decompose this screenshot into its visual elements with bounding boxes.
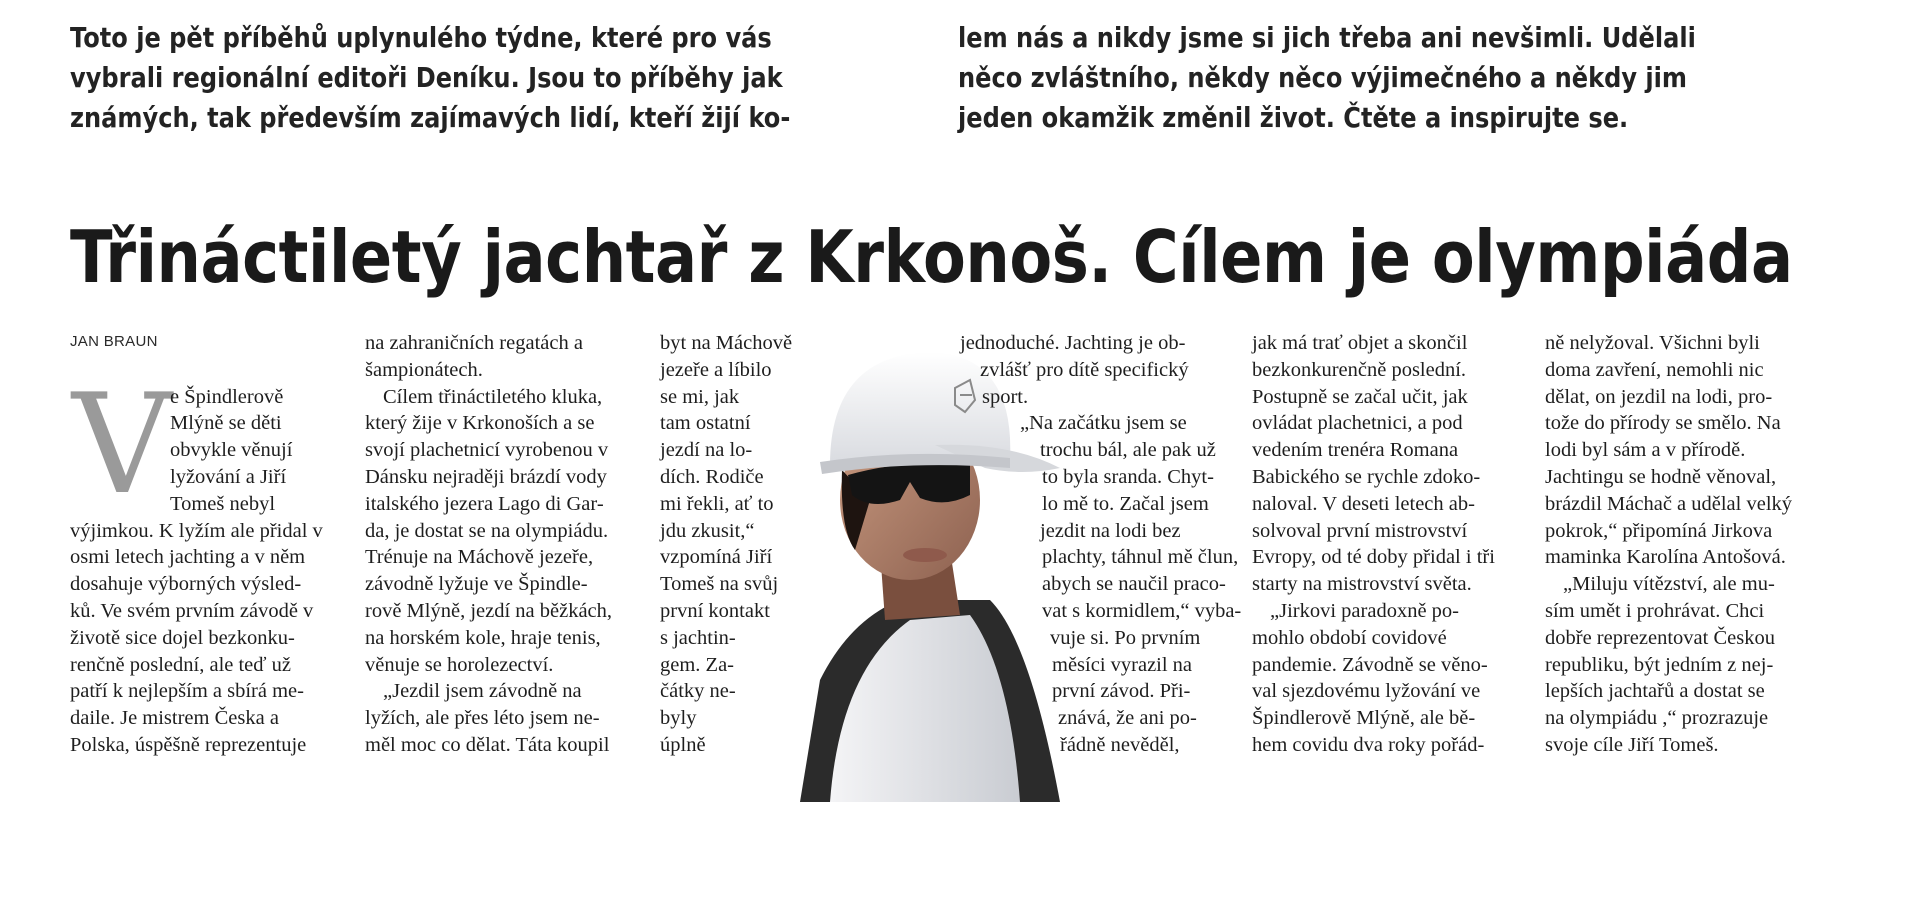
text-line: pokrok,“ připomíná Jirkova <box>1545 519 1773 542</box>
text-line: Mlýně se děti <box>170 412 282 435</box>
text-line: na horském kole, hraje tenis, <box>365 626 601 649</box>
text-line: měsíci vyrazil na <box>1052 653 1193 676</box>
byline: JAN BRAUN <box>70 333 158 350</box>
text-line: Cílem třináctiletého kluka, <box>383 385 603 408</box>
text-line: jezdí na lo- <box>660 439 753 462</box>
intro-line: jeden okamžik změnil život. Čtěte a inspirujte se. <box>958 101 1629 134</box>
text-line: abych se naučil praco- <box>1042 573 1226 596</box>
article-column-2 <box>365 330 640 759</box>
text-line: měl moc co dělat. Táta koupil <box>365 733 610 756</box>
text-line: čátky ne- <box>660 680 736 703</box>
text-line: solvoval první mistrovství <box>1252 519 1468 542</box>
text-line: vuje si. Po prvním <box>1050 626 1201 649</box>
intro-right <box>958 18 1828 138</box>
drop-cap: V <box>72 364 172 525</box>
text-line: dích. Rodiče <box>660 465 764 488</box>
text-line: byly <box>660 707 697 730</box>
text-line: jezdit na lodi bez <box>1040 519 1181 542</box>
text-line: dobře reprezentovat Českou <box>1545 626 1775 649</box>
text-line: patří k nejlepším a sbírá me- <box>70 680 304 703</box>
text-line: s jachtin- <box>660 626 736 649</box>
text-line: to byla sranda. Chyt- <box>1042 465 1214 488</box>
text-line: maminka Karolína Antošová. <box>1545 546 1786 569</box>
text-line: na olympiádu ,“ prozrazuje <box>1545 707 1769 730</box>
text-line: jednoduché. Jachting je ob- <box>960 332 1186 354</box>
text-line: ovládat plachetnici, a pod <box>1252 412 1463 435</box>
text-line: daile. Je mistrem Česka a <box>70 707 279 730</box>
text-line: plachty, táhnul mě člun, <box>1042 546 1239 569</box>
text-line: dosahuje výborných výsled- <box>70 573 302 596</box>
intro-line: vybrali regionální editoři Deníku. Jsou to příběhy jak <box>70 61 783 94</box>
text-line: val sjezdovému lyžování ve <box>1252 680 1481 703</box>
text-line: „Miluju vítězství, ale mu- <box>1563 573 1775 596</box>
text-line: tam ostatní <box>660 412 751 435</box>
text-line: Babického se rychle zdoko- <box>1252 465 1481 488</box>
text-line: svoje cíle Jiří Tomeš. <box>1545 733 1719 756</box>
intro-line: známých, tak především zajímavých lidí, kteří žijí ko- <box>70 101 791 134</box>
text-line: šampionátech. <box>365 358 483 381</box>
text-line: Tomeš na svůj <box>660 573 779 596</box>
text-line: pandemie. Závodně se věno- <box>1252 653 1488 676</box>
text-line: vedením trenéra Romana <box>1252 439 1459 462</box>
text-line: byt na Máchově <box>660 332 793 354</box>
text-line: renčně poslední, ale teď už <box>70 653 292 676</box>
text-line: sím umět i prohrávat. Chci <box>1545 599 1765 622</box>
text-line: Dánsku nejraději brázdí vody <box>365 465 607 488</box>
text-line: da, je dostat se na olympiádu. <box>365 519 609 542</box>
text-line: jak má trať objet a skončil <box>1252 332 1468 354</box>
text-line: Evropy, od té doby přidal i tři <box>1252 546 1495 569</box>
text-line: mi řekli, ať to <box>660 492 774 515</box>
text-line: naloval. V deseti letech ab- <box>1252 492 1475 515</box>
text-line: životě sice dojel bezkonku- <box>70 626 295 649</box>
text-line: Tomeš nebyl <box>170 492 276 515</box>
text-line <box>70 330 345 357</box>
text-line: trochu bál, ale pak už <box>1040 439 1216 462</box>
article-column-1 <box>70 330 345 759</box>
text-line: vzpomíná Jiří <box>660 546 773 569</box>
text-line: jezeře a líbilo <box>660 358 772 381</box>
article-headline: Třináctiletý jachtař z Krkonoš. Cílem je olympiáda <box>70 215 1793 299</box>
text-line: lyžích, ale přes léto jsem ne- <box>365 707 600 730</box>
text-line: lepších jachtařů a dostat se <box>1545 680 1765 703</box>
text-line: Trénuje na Máchově jezeře, <box>365 546 594 569</box>
text-line <box>70 357 345 384</box>
text-line: na zahraničních regatách a <box>365 332 583 354</box>
text-line: řádně nevěděl, <box>1060 733 1180 756</box>
text-line: první kontakt <box>660 599 770 622</box>
text-line: bezkonkurenčně poslední. <box>1252 358 1467 381</box>
text-line: Špindlerově Mlýně, ale bě- <box>1252 707 1476 730</box>
article-column-5 <box>1252 330 1522 759</box>
text-line: gem. Za- <box>660 653 734 676</box>
text-line: lodi byl sám a v přírodě. <box>1545 439 1746 462</box>
text-line: italského jezera Lago di Gar- <box>365 492 604 515</box>
text-line: znává, že ani po- <box>1058 707 1197 730</box>
text-line: ků. Ve svém prvním závodě v <box>70 599 314 622</box>
text-line: osmi letech jachting a v něm <box>70 546 306 569</box>
text-line: brázdil Máchač a udělal velký <box>1545 492 1793 515</box>
text-line: „Na začátku jsem se <box>1020 412 1187 435</box>
text-line: výjimkou. K lyžím ale přidal v <box>70 519 323 542</box>
text-line: Jachtingu se hodně věnoval, <box>1545 465 1777 488</box>
intro-line: něco zvláštního, někdy něco výjimečného a někdy jim <box>958 61 1688 94</box>
text-line: starty na mistrovství světa. <box>1252 573 1472 596</box>
text-line: který žije v Krkonoších a se <box>365 412 595 435</box>
text-line: Polska, úspěšně reprezentuje <box>70 733 307 756</box>
text-line: obvykle věnují <box>170 439 293 462</box>
intro-line: Toto je pět příběhů uplynulého týdne, které pro vás <box>70 21 772 54</box>
text-line: mohlo období covidové <box>1252 626 1447 649</box>
text-line: věnuje se horolezectví. <box>365 653 554 676</box>
text-line: dělat, on jezdil na lodi, pro- <box>1545 385 1773 408</box>
text-line: úplně <box>660 733 706 756</box>
text-line: e Špindlerově <box>170 385 284 408</box>
text-line: svojí plachetnicí vyrobenou v <box>365 439 609 462</box>
text-line: lo mě to. Začal jsem <box>1042 492 1209 515</box>
text-line: „Jirkovi paradoxně po- <box>1270 599 1459 622</box>
text-line: lyžování a Jiří <box>170 465 287 488</box>
text-line: doma zavření, nemohli nic <box>1545 358 1764 381</box>
text-line: jdu zkusit,“ <box>660 519 755 542</box>
text-line: tože do přírody se smělo. Na <box>1545 412 1781 435</box>
text-line: první závod. Při- <box>1052 680 1191 703</box>
text-line: Postupně se začal učit, jak <box>1252 385 1468 408</box>
text-line: zvlášť pro dítě specifický <box>980 358 1189 381</box>
text-line: se mi, jak <box>660 385 740 408</box>
text-line: hem covidu dva roky pořád- <box>1252 733 1485 756</box>
text-line: „Jezdil jsem závodně na <box>383 680 582 703</box>
article-column-4 <box>960 330 1242 759</box>
text-line: závodně lyžuje ve Špindle- <box>365 573 588 596</box>
article-column-6 <box>1545 330 1820 759</box>
intro-left <box>70 18 940 138</box>
intro-line: lem nás a nikdy jsme si jich třeba ani nevšimli. Udělali <box>958 21 1696 54</box>
text-line: rově Mlýně, jezdí na běžkách, <box>365 599 613 622</box>
text-line: republiku, být jedním z nej- <box>1545 653 1774 676</box>
text-line: vat s kormidlem,“ vyba- <box>1042 599 1242 622</box>
text-line: sport. <box>982 385 1029 408</box>
text-line: ně nelyžoval. Všichni byli <box>1545 332 1760 354</box>
